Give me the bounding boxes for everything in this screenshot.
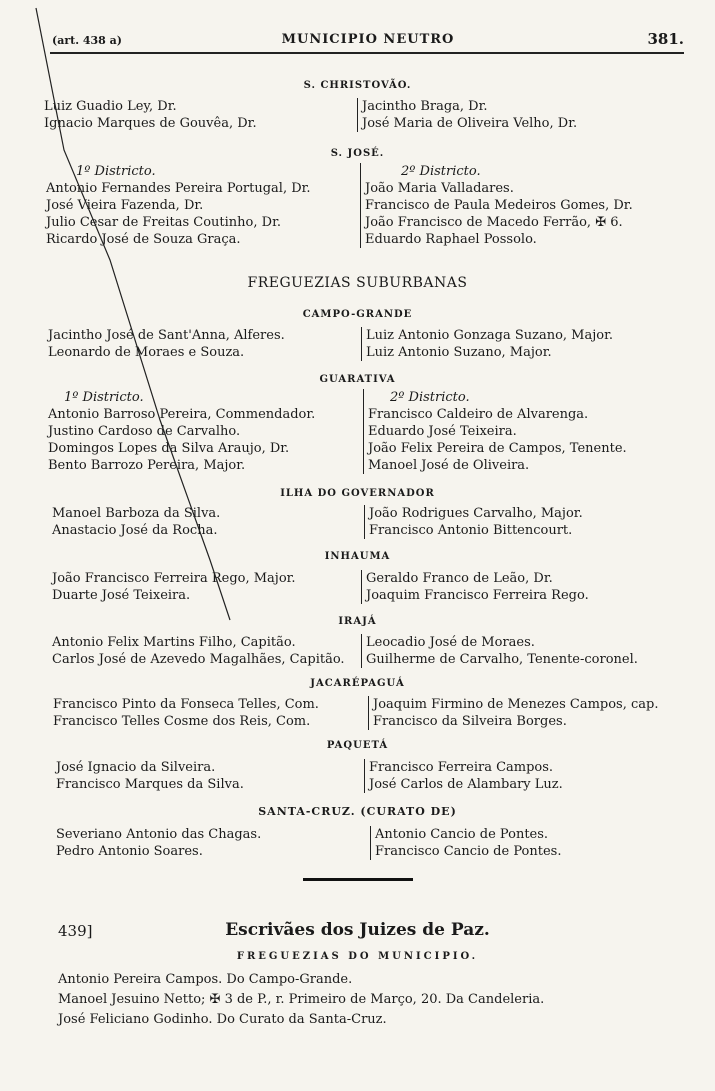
list-item: Joaquim Francisco Ferreira Rego. [366, 588, 589, 603]
suburban-heading: FREGUEZIAS SUBURBANAS [247, 275, 468, 291]
header-title: MUNICIPIO NEUTRO [281, 32, 455, 47]
article-subtitle: FREGUEZIAS DO MUNICIPIO. [236, 951, 479, 962]
list-item: Antonio Barroso Pereira, Commendador. [48, 407, 316, 422]
list-item: Francisco Telles Cosme dos Reis, Com. [53, 714, 311, 729]
section-title-s-christovao: S. CHRISTOVÃO. [303, 80, 412, 91]
section-title-s-jose: S. JOSÉ. [330, 148, 385, 159]
list-item: Francisco Ferreira Campos. [369, 760, 554, 775]
list-item: José Maria de Oliveira Velho, Dr. [362, 116, 578, 131]
district-heading: 2º Districto. [390, 390, 470, 405]
list-item: José Carlos de Alambary Luz. [369, 777, 563, 792]
list-item: Duarte José Teixeira. [52, 588, 191, 603]
list-item: Luiz Antonio Gonzaga Suzano, Major. [366, 328, 614, 343]
list-item: Francisco Cancio de Pontes. [375, 844, 562, 859]
section-title-guarativa: GUARATIVA [319, 374, 396, 385]
list-item: João Felix Pereira de Campos, Tenente. [368, 441, 627, 456]
list-item: Eduardo Raphael Possolo. [365, 232, 537, 247]
header-article-ref: (art. 438 a) [52, 34, 122, 47]
section-title-iraja: IRAJÁ [338, 616, 377, 627]
list-item: Guilherme de Carvalho, Tenente-coronel. [366, 652, 638, 667]
list-item: Carlos José de Azevedo Magalhães, Capitão. [52, 652, 345, 667]
list-item: Francisco Pinto da Fonseca Telles, Com. [53, 697, 319, 712]
article-title: Escrivães dos Juizes de Paz. [225, 920, 490, 940]
list-item: Francisco da Silveira Borges. [373, 714, 567, 729]
list-item: Antonio Pereira Campos. Do Campo-Grande. [58, 972, 353, 987]
list-item: José Feliciano Godinho. Do Curato da Santa-Cruz. [58, 1012, 387, 1027]
list-item: Francisco Caldeiro de Alvarenga. [368, 407, 589, 422]
list-item: Antonio Fernandes Pereira Portugal, Dr. [46, 181, 311, 196]
list-item: João Francisco de Macedo Ferrão, ✠ 6. [365, 215, 623, 230]
section-title-paqueta: PAQUETÁ [326, 740, 389, 751]
list-item: Eduardo José Teixeira. [368, 424, 517, 439]
list-item: José Vieira Fazenda, Dr. [46, 198, 204, 213]
list-item: Pedro Antonio Soares. [56, 844, 203, 859]
list-item: Francisco Marques da Silva. [56, 777, 244, 792]
list-item: Manoel Jesuino Netto; ✠ 3 de P., r. Primeiro de Março, 20. Da Candeleria. [58, 992, 545, 1007]
list-item: Luiz Antonio Suzano, Major. [366, 345, 552, 360]
list-item: Julio Cesar de Freitas Coutinho, Dr. [46, 215, 281, 230]
district-heading: 1º Districto. [76, 164, 156, 179]
list-item: Justino Cardoso de Carvalho. [48, 424, 241, 439]
list-item: Jacintho José de Sant'Anna, Alferes. [48, 328, 285, 343]
list-item: Manoel Barboza da Silva. [52, 506, 221, 521]
district-heading: 2º Districto. [401, 164, 481, 179]
list-item: Bento Barrozo Pereira, Major. [48, 458, 246, 473]
section-title-ilha-do-governador: ILHA DO GOVERNADOR [280, 488, 435, 499]
list-item: Francisco Antonio Bittencourt. [369, 523, 573, 538]
list-item: Luiz Guadio Ley, Dr. [44, 99, 177, 114]
list-item: Ignacio Marques de Gouvêa, Dr. [44, 116, 257, 131]
section-title-inhauma: INHAUMA [324, 551, 391, 562]
district-heading: 1º Districto. [64, 390, 144, 405]
section-title-campo-grande: CAMPO-GRANDE [302, 309, 413, 320]
list-item: Ricardo José de Souza Graça. [46, 232, 241, 247]
list-item: Antonio Felix Martins Filho, Capitão. [52, 635, 296, 650]
list-item: Francisco de Paula Medeiros Gomes, Dr. [365, 198, 633, 213]
list-item: José Ignacio da Silveira. [56, 760, 216, 775]
section-title-jacarepagua: JACARÉPAGUÁ [310, 678, 405, 689]
list-item: Severiano Antonio das Chagas. [56, 827, 262, 842]
list-item: Leocadio José de Moraes. [366, 635, 535, 650]
list-item: Antonio Cancio de Pontes. [375, 827, 549, 842]
list-item: João Francisco Ferreira Rego, Major. [52, 571, 296, 586]
section-title-santa-cruz: SANTA-CRUZ. (CURATO DE) [258, 805, 457, 818]
list-item: João Maria Valladares. [365, 181, 514, 196]
list-item: Jacintho Braga, Dr. [362, 99, 488, 114]
list-item: Anastacio José da Rocha. [52, 523, 218, 538]
list-item: Geraldo Franco de Leão, Dr. [366, 571, 553, 586]
list-item: Manoel José de Oliveira. [368, 458, 530, 473]
list-item: Joaquim Firmino de Menezes Campos, cap. [373, 697, 659, 712]
page-number: 381. [647, 30, 684, 48]
list-item: Domingos Lopes da Silva Araujo, Dr. [48, 441, 290, 456]
list-item: Leonardo de Moraes e Souza. [48, 345, 245, 360]
article-number: 439] [58, 922, 93, 940]
list-item: João Rodrigues Carvalho, Major. [369, 506, 583, 521]
